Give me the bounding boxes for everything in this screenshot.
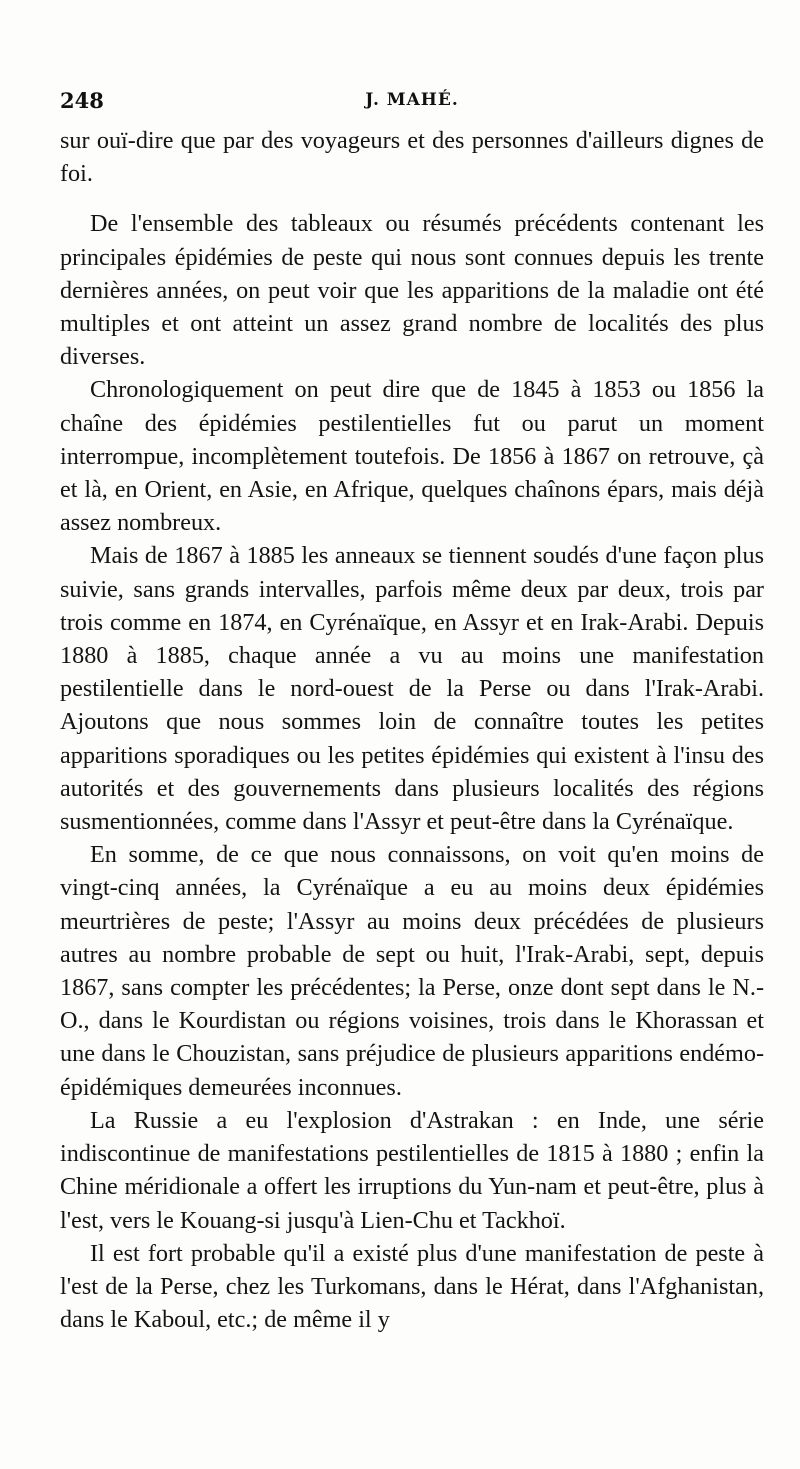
paragraph: La Russie a eu l'explosion d'Astrakan : en Inde, une série indiscontinue de manifestations pestilentielles de 1815 à 1880 ; enfin la Chine méridionale a offert les irruptions du Yun-nam et peut-être, plus à l'est, vers le Kouang-si jusqu'à Lien-Chu et Tackhoï. [60, 1106, 764, 1234]
paragraph: Il est fort probable qu'il a existé plus d'une manifestation de peste à l'est de la Perse, chez les Turkomans, dans le Hérat, dans l'Afghanistan, dans le Kaboul, etc.; de même il y [60, 1239, 764, 1334]
paragraph: Chronologiquement on peut dire que de 1845 à 1853 ou 1856 la chaîne des épidémies pestilentielles fut ou parut un moment interrompue, incomplètement toutefois. De 1856 à 1867 on retrouve, çà et là, en Orient, en Asie, en Afrique, quelques chaînons épars, mais déjà assez nombreux. [60, 376, 764, 537]
paragraph: En somme, de ce que nous connaissons, on voit qu'en moins de vingt-cinq années, la Cyrénaïque a eu au moins deux épidémies meurtrières de peste; l'Assyr au moins deux précédées de plusieurs autres au nombre probable de sept ou huit, l'Irak-Arabi, sept, depuis 1867, sans compter les précédentes; la Perse, onze dont sept dans le N.-O., dans le Kourdistan ou régions voisines, trois dans le Khorassan et une dans le Chouzistan, sans préjudice de plusieurs apparitions endémo-épidémiques demeurées inconnues. [60, 841, 764, 1101]
page-header [60, 88, 764, 118]
paragraph: Mais de 1867 à 1885 les anneaux se tiennent soudés d'une façon plus suivie, sans grands intervalles, parfois même deux par deux, trois par trois comme en 1874, en Cyrénaïque, en Assyr et en Irak-Arabi. Depuis 1880 à 1885, chaque année a vu au moins une manifestation pestilentielle dans le nord-ouest de la Perse ou dans l'Irak-Arabi. Ajoutons que nous sommes loin de connaître toutes les petites apparitions sporadiques ou les petites épidémies qui existent à l'insu des autorités et des gouvernements dans plusieurs localités des régions susmentionnées, comme dans l'Assyr et peut-être dans la Cyrénaïque. [60, 542, 764, 836]
paragraph-continuation: sur ouï-dire que par des voyageurs et des personnes d'ailleurs dignes de foi. [60, 127, 764, 188]
page-number: 248 [60, 88, 104, 113]
running-title: J. MAHÉ. [365, 90, 459, 110]
body-text [60, 124, 764, 1336]
paragraph: De l'ensemble des tableaux ou résumés précédents contenant les principales épidémies de peste qui nous sont connues depuis les trente dernières années, on peut voir que les apparitions de la maladie ont été multiples et ont atteint un assez grand nombre de localités des plus diverses. [60, 210, 764, 371]
